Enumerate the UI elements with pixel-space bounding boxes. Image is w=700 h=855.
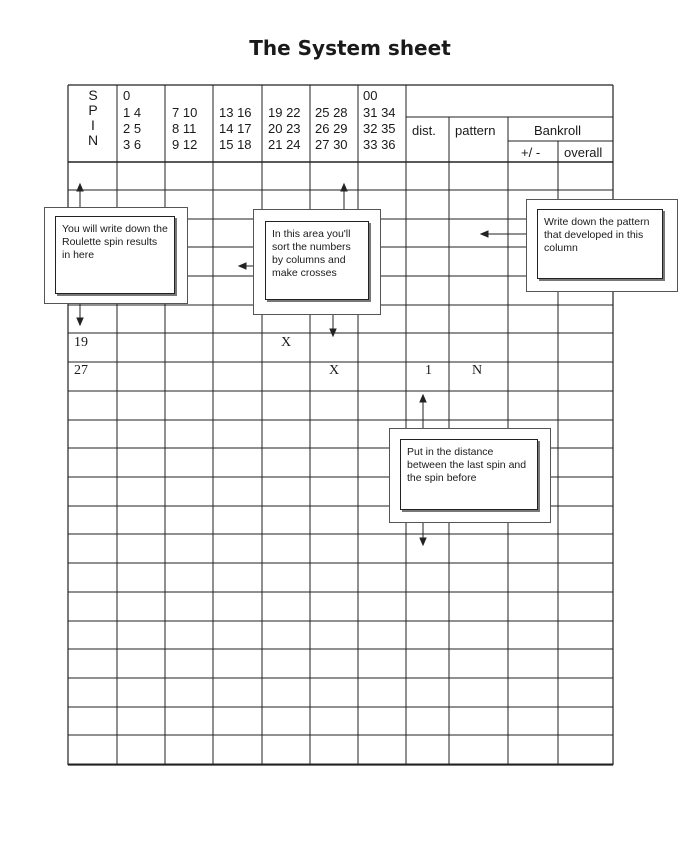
sort-area-callout (253, 209, 381, 315)
dist-header: dist. (412, 123, 436, 138)
column-group-5 (315, 105, 348, 153)
column-group-2-row-3: 9 12 (172, 137, 198, 152)
column-group-3 (219, 105, 252, 153)
column-group-4 (268, 105, 301, 153)
spin-letter-s: S (88, 87, 98, 103)
bankroll-header: Bankroll (534, 123, 581, 138)
spin-results-callout (44, 207, 188, 304)
arrow-left-icon (481, 231, 488, 237)
distance-callout-text: Put in the distance between the last spin and the spin before (400, 439, 538, 510)
column-group-5-row-2: 26 29 (315, 121, 348, 136)
column-group-1-row-1: 1 4 (123, 105, 142, 120)
pattern-callout (526, 199, 678, 292)
column-group-2-row-1: 7 10 (172, 105, 198, 120)
column-group-2 (172, 105, 197, 153)
arrow-left-icon (239, 263, 246, 269)
distance-callout (389, 428, 551, 523)
overall-header: overall (564, 145, 603, 160)
double-zero-label: 00 (363, 88, 378, 103)
spin-entry-2: 27 (74, 363, 88, 378)
column-group-1 (123, 105, 141, 153)
cross-mark-1: X (281, 335, 292, 350)
plus-minus-header: +/ - (521, 145, 541, 160)
column-group-3-row-1: 13 16 (219, 105, 252, 120)
spin-letter-n: N (87, 132, 99, 148)
column-group-4-row-3: 21 24 (268, 137, 301, 152)
sort-area-callout-text: In this area you'll sort the numbers by columns and make crosses (265, 221, 369, 300)
distance-entry: 1 (425, 363, 432, 378)
zero-label: 0 (123, 88, 131, 103)
spin-header (86, 88, 100, 148)
column-group-1-row-2: 2 5 (123, 121, 142, 136)
pattern-header: pattern (455, 123, 496, 138)
column-group-3-row-3: 15 18 (219, 137, 252, 152)
spin-entry-1: 19 (74, 335, 88, 350)
column-group-6-row-1: 31 34 (363, 105, 396, 120)
column-group-6 (363, 105, 396, 153)
spin-results-callout-text: You will write down the Roulette spin results in here (55, 216, 175, 294)
column-group-4-row-1: 19 22 (268, 105, 301, 120)
column-group-6-row-3: 33 36 (363, 137, 396, 152)
column-group-5-row-3: 27 30 (315, 137, 348, 152)
pattern-entry: N (472, 363, 483, 378)
column-group-6-row-2: 32 35 (363, 121, 396, 136)
cross-mark-2: X (329, 363, 340, 378)
column-group-5-row-1: 25 28 (315, 105, 348, 120)
spin-letter-i: I (91, 117, 95, 133)
page-title: The System sheet (249, 36, 451, 60)
arrow-down-icon (77, 318, 83, 325)
column-group-1-row-3: 3 6 (123, 137, 142, 152)
column-group-4-row-2: 20 23 (268, 121, 301, 136)
pattern-callout-text: Write down the pattern that developed in this column (537, 209, 663, 279)
column-group-3-row-2: 14 17 (219, 121, 252, 136)
arrow-down-icon (420, 538, 426, 545)
arrow-up-icon (341, 184, 347, 191)
spin-letter-p: P (88, 102, 98, 118)
column-group-2-row-2: 8 11 (172, 121, 197, 136)
arrow-up-icon (420, 395, 426, 402)
arrow-up-icon (77, 184, 83, 191)
